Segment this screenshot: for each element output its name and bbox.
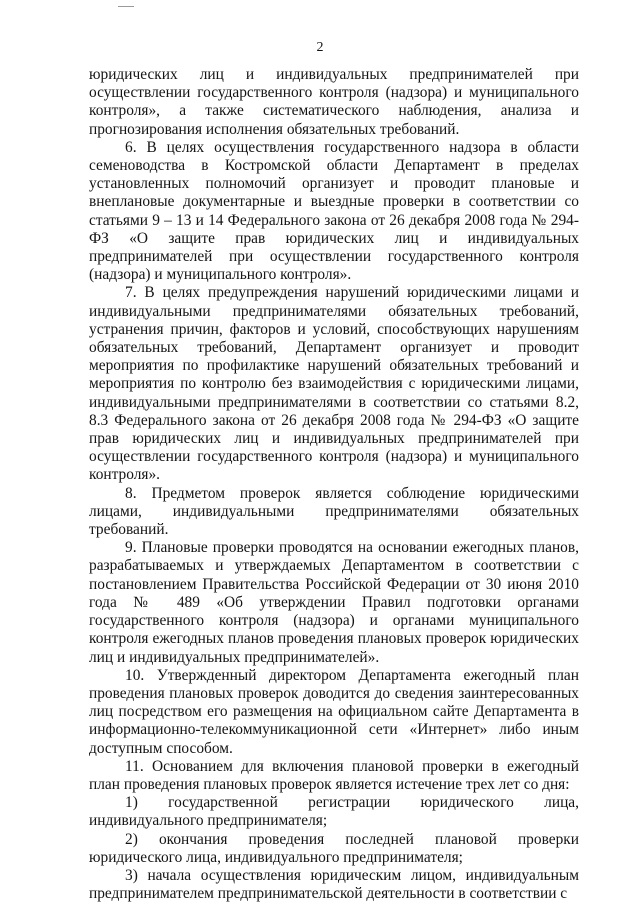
paragraph-11: 11. Основанием для включения плановой проверки в ежегодный план проведения плановых проверок является истечение трех лет со дня:	[89, 757, 579, 793]
page-number: 2	[316, 40, 324, 55]
scan-mark	[118, 6, 134, 7]
list-item-2: 2) окончания проведения последней плановой проверки юридического лица, индивидуального предпринимателя;	[89, 830, 579, 866]
paragraph-7: 7. В целях предупреждения нарушений юридическими лицами и индивидуальными предпринимателями обязательных требований, устранения причин, факторов и условий, способствующих нарушениям обязательных требований, Департамент организует и проводит мероприятия по профилактике нарушений обязательных требований и мероприятия по контролю без взаимодействия с юридическими лицами, индивидуальными предпринимателями в соответствии со статьями 8.2, 8.3 Федерального закона от 26 декабря 2008 года № 294-ФЗ «О защите прав юридических лиц и индивидуальных предпринимателей при осуществлении государственного контроля (надзора) и муниципального контроля».	[89, 284, 579, 484]
paragraph-10: 10. Утвержденный директором Департамента ежегодный план проведения плановых проверок доводится до сведения заинтересованных лиц посредством его размещения на официальном сайте Департамента в информационно-телекоммуникационной сети «Интернет» либо иным доступным способом.	[89, 666, 579, 757]
paragraph-8: 8. Предметом проверок является соблюдение юридическими лицами, индивидуальными предпринимателями обязательных требований.	[89, 484, 579, 539]
list-item-3: 3) начала осуществления юридическим лицом, индивидуальным предпринимателем предпринимательской деятельности в соответствии с	[89, 866, 579, 903]
list-item-1: 1) государственной регистрации юридического лица, индивидуального предпринимателя;	[89, 794, 579, 830]
document-body	[89, 66, 579, 903]
paragraph-6: 6. В целях осуществления государственного надзора в области семеноводства в Костромской области Департамент в пределах установленных полномочий организует и проводит плановые и внеплановые документарные и выездные проверки в соответствии со статьями 9 – 13 и 14 Федерального закона от 26 декабря 2008 года № 294-ФЗ «О защите прав юридических лиц и индивидуальных предпринимателей при осуществлении государственного контроля (надзора) и муниципального контроля».	[89, 138, 579, 284]
paragraph-9: 9. Плановые проверки проводятся на основании ежегодных планов, разрабатываемых и утверждаемых Департаментом в соответствии с постановлением Правительства Российской Федерации от 30 июня 2010 года № 489 «Об утверждении Правил подготовки органами государственного контроля (надзора) и органами муниципального контроля ежегодных планов проведения плановых проверок юридических лиц и индивидуальных предпринимателей».	[89, 539, 579, 666]
paragraph-continuation: юридических лиц и индивидуальных предпринимателей при осуществлении государственного контроля (надзора) и муниципального контроля», а также систематического наблюдения, анализа и прогнозирования исполнения обязательных требований.	[89, 66, 579, 138]
